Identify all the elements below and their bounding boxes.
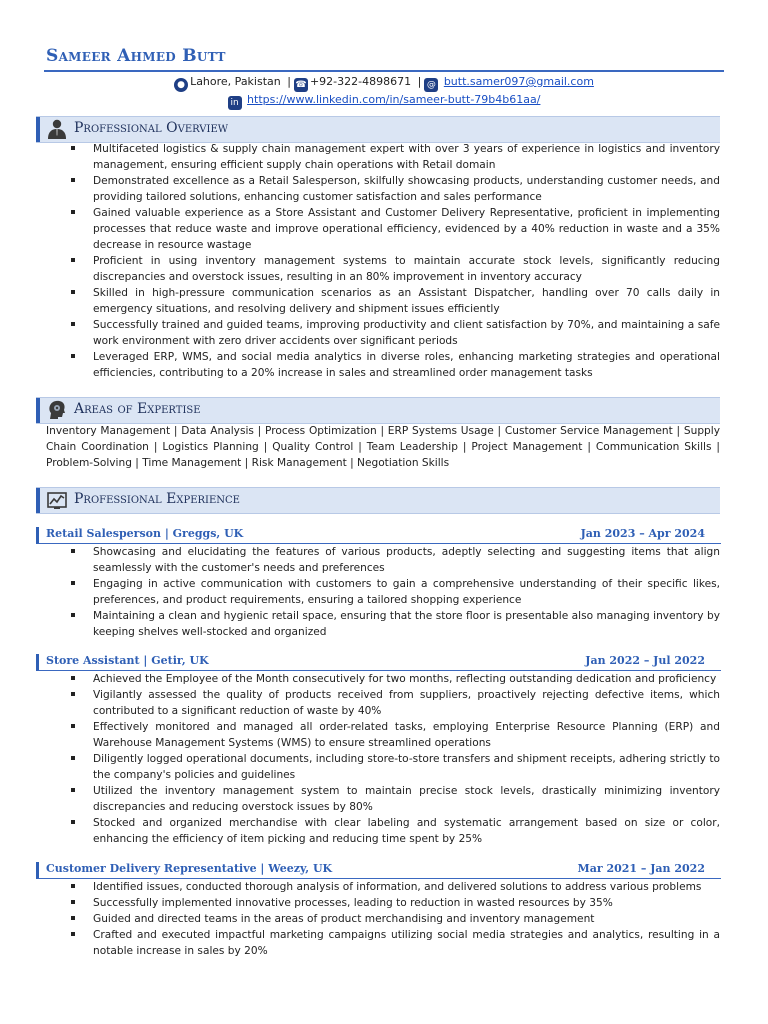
job-header — [36, 862, 721, 879]
list-item: Skilled in high-pressure communication scenarios as an Assistant Dispatcher, handling over 70 calls daily in emergency situations, and resolving delivery and shipment issues efficiently — [46, 285, 720, 317]
email-link[interactable]: butt.samer097@gmail.com — [443, 75, 594, 88]
section-header-overview — [36, 116, 720, 143]
list-item: Stocked and organized merchandise with clear labeling and systematic arrangement based on size or color, enhancing the efficiency of item picking and reducing time spent by 25% — [46, 815, 720, 847]
job-header — [36, 527, 721, 544]
list-item: Crafted and executed impactful marketing campaigns utilizing social media strategies and analytics, resulting in a notable increase in sales by 20% — [46, 927, 720, 959]
list-item: Engaging in active communication with customers to gain a comprehensive understanding of their specific likes, preferences, and product requirements, ensuring a tailored shopping experience — [46, 576, 720, 608]
separator: | — [417, 75, 422, 88]
job-header — [36, 654, 721, 671]
head-gears-icon — [46, 399, 68, 421]
section-header-expertise — [36, 397, 720, 424]
job-bullets — [46, 879, 720, 959]
overview-list — [46, 141, 720, 381]
section-title-expertise: Areas of Expertise — [74, 401, 201, 417]
list-item: Effectively monitored and managed all order-related tasks, employing Enterprise Resource Planning (ERP) and Warehouse Management Systems (WMS) to ensure streamlined operations — [46, 719, 720, 751]
list-item: Achieved the Employee of the Month consecutively for two months, reflecting outstanding dedication and proficiency — [46, 671, 720, 687]
job-role: Customer Delivery Representative | Weezy, UK — [46, 862, 333, 875]
job-role: Store Assistant | Getir, UK — [46, 654, 209, 667]
job-dates: Jan 2022 – Jul 2022 — [585, 654, 705, 667]
linkedin-line — [0, 93, 768, 110]
section-title-overview: Professional Overview — [74, 120, 229, 136]
section-accent-bar — [36, 488, 40, 513]
list-item: Diligently logged operational documents, including store-to-store transfers and shipment receipts, adhering strictly to the company's policies and guidelines — [46, 751, 720, 783]
phone-icon: ☎ — [295, 80, 307, 90]
phone-text: +92-322-4898671 — [309, 75, 412, 88]
location-text: Lahore, Pakistan — [190, 75, 281, 88]
separator: | — [287, 75, 291, 88]
contact-line — [0, 75, 768, 92]
section-header-experience — [36, 487, 720, 514]
expertise-text: Inventory Management | Data Analysis | Process Optimization | ERP Systems Usage | Customer Service Management | Supply Chain Coordination | Logistics Planning | Quality Control | Team Leadership | Project Management | Communication Skills | Problem-Solving | Time Management | Risk Management | Negotiation Skills — [46, 425, 720, 469]
job-dates: Mar 2021 – Jan 2022 — [577, 862, 705, 875]
list-item: Utilized the inventory management system to maintain precise stock levels, drastically minimizing inventory discrepancies and reducing overstock issues by 80% — [46, 783, 720, 815]
person-icon — [46, 118, 68, 140]
list-item: Guided and directed teams in the areas of product merchandising and inventory management — [46, 911, 720, 927]
list-item: Identified issues, conducted thorough analysis of information, and delivered solutions to address various problems — [46, 879, 720, 895]
job-dates: Jan 2023 – Apr 2024 — [580, 527, 705, 540]
list-item: Vigilantly assessed the quality of products received from suppliers, proactively rejecting defective items, which contributed to a significant reduction of waste by 40% — [46, 687, 720, 719]
list-item: Showcasing and elucidating the features of various products, adeptly selecting and suggesting items that align seamlessly with the customer's needs and preferences — [46, 544, 720, 576]
list-item: Multifaceted logistics & supply chain management expert with over 3 years of experience in logistics and inventory management, ensuring efficient supply chain operations with Retail domain — [46, 141, 720, 173]
linkedin-icon: in — [228, 96, 242, 110]
name-divider — [44, 70, 724, 72]
section-accent-bar — [36, 117, 40, 142]
job-bullets — [46, 671, 720, 847]
section-accent-bar — [36, 398, 40, 423]
list-item: Demonstrated excellence as a Retail Salesperson, skilfully showcasing products, understanding customer needs, and providing tailored solutions, enhancing customer satisfaction and sales performance — [46, 173, 720, 205]
list-item: Gained valuable experience as a Store Assistant and Customer Delivery Representative, proficient in implementing processes that reduce waste and improve operational efficiency, evidenced by a 40% reduction in waste and a 35% decrease in resource wastage — [46, 205, 720, 253]
section-title-experience: Professional Experience — [74, 491, 240, 507]
list-item: Successfully trained and guided teams, improving productivity and client satisfaction by 70%, and maintaining a safe work environment with zero driver accidents over significant periods — [46, 317, 720, 349]
list-item: Leveraged ERP, WMS, and social media analytics in diverse roles, enhancing marketing strategies and operational efficiencies, contributing to a 20% increase in sales and streamlined order management tasks — [46, 349, 720, 381]
candidate-name: Sameer Ahmed Butt — [46, 46, 226, 66]
linkedin-link[interactable]: https://www.linkedin.com/in/sameer-butt-79b4b61aa/ — [247, 93, 541, 106]
list-item: Maintaining a clean and hygienic retail space, ensuring that the store floor is presentable also managing inventory by keeping shelves well-stocked and organized — [46, 608, 720, 640]
email-icon: @ — [424, 78, 438, 92]
list-item: Proficient in using inventory management systems to maintain accurate stock levels, significantly reducing discrepancies and overstock issues, resulting in an 80% improvement in inventory accuracy — [46, 253, 720, 285]
list-item: Successfully implemented innovative processes, leading to reduction in wasted resources by 35% — [46, 895, 720, 911]
job-role: Retail Salesperson | Greggs, UK — [46, 527, 244, 540]
chart-icon — [46, 489, 68, 511]
location-pin-icon: ● — [174, 78, 188, 92]
job-bullets — [46, 544, 720, 640]
